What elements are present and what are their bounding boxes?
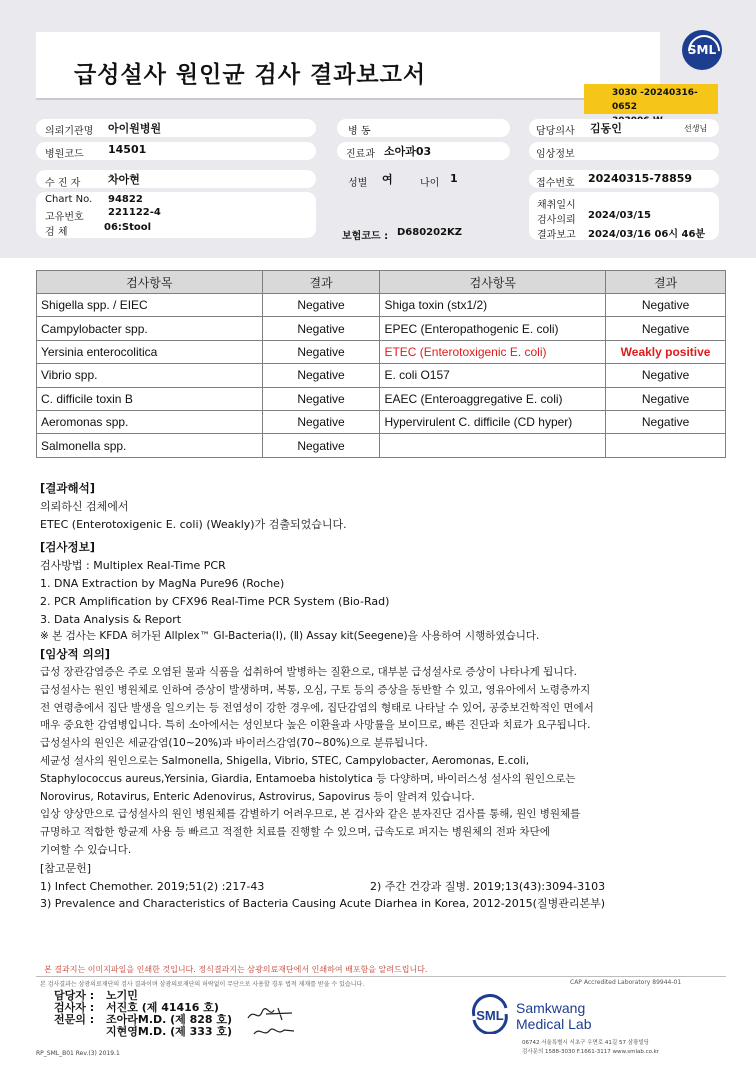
interpretation-heading: [결과해석] [40,481,95,495]
signature-role: 검사자 : [54,1001,95,1014]
handwritten-signature [244,1004,298,1040]
document-title: 급성설사 원인균 검사 결과보고서 [74,62,427,88]
signature-role: 담당자 : [54,989,95,1002]
test-result: Negative [262,410,380,433]
requested-label: 검사의뢰 [537,215,576,226]
col-header-result-1: 결과 [262,271,380,294]
test-item-positive: ETEC (Enterotoxigenic E. coli) [380,340,606,363]
dept-label: 진료과 [346,149,375,160]
age-value: 1 [450,172,458,185]
clinical-line: Staphylococcus aureus,Yersinia, Giardia, Entamoeba histolytica 등 다양하며, 바이러스성 설사의 원인으로는 [40,772,576,785]
clinical-line: 규명하고 적합한 항균제 사용 등 빠르고 적절한 치료를 진행할 수 있으며, 급속도로 퍼지는 병원체의 전파 차단에 [40,826,550,839]
clinical-line: 급성 장관감염증은 주로 오염된 물과 식품을 섭취하여 발병하는 질환으로, 대부분 급성설사로 증상이 나타나게 됩니다. [40,665,577,678]
test-item: Shigella spp. / EIEC [37,294,263,317]
age-label: 나이 [420,178,440,189]
ward-label: 병 동 [348,126,371,137]
id-label: 고유번호 [45,212,84,223]
footer-disclaimer: 본 검사결과는 삼광의료재단의 검사 결과이며 삼광의료재단의 허락없이 무단으로 사용할 경우 법적 제재를 받을 수 있습니다. [40,981,365,988]
interpretation-line: 의뢰하신 검체에서 [40,499,129,513]
sml-logo-badge: SML [682,30,722,70]
test-result [606,434,726,457]
reference-3: 3) Prevalence and Characteristics of Bacteria Causing Acute Diarhea in Korea, 2012-2015(질병관리본부) [40,897,606,911]
chart-value: 94822 [108,194,143,205]
test-item [380,434,606,457]
patient-name: 차아현 [108,173,140,186]
doctor-label: 담당의사 [536,126,575,137]
sml-logo-icon [468,994,512,1034]
id-value: 221122-4 [108,207,161,218]
signature-name: 지현영M.D. (제 333 호) [106,1025,233,1038]
col-header-result-2: 결과 [606,271,726,294]
table-row [37,317,726,340]
table-row [37,340,726,363]
table-row [37,364,726,387]
company-contact: 검사문의 1588-3030 F.1661-3117 www.smlab.co.kr [522,1049,660,1055]
references-row [40,878,730,896]
signature-row [54,1026,232,1038]
test-item: EPEC (Enteropathogenic E. coli) [380,317,606,340]
test-item: C. difficile toxin B [37,387,263,410]
chart-label: Chart No. [45,194,93,205]
clinical-line: 세균성 설사의 원인으로는 Salmonella, Shigella, Vibrio, STEC, Campylobacter, Aeromonas, E.coli, [40,754,530,767]
test-item: Yersinia enterocolitica [37,340,263,363]
test-info-line: 1. DNA Extraction by MagNa Pure96 (Roche) [40,576,285,590]
reference-2: 2) 주간 건강과 질병. 2019;13(43):3094-3103 [370,879,606,893]
company-name [516,1000,592,1032]
col-header-item-1: 검사항목 [37,271,263,294]
clinical-line: 전 연령층에서 집단 발생을 일으키는 등 전염성이 강한 경우에, 집단감염의 형태로 나타날 수 있어, 공중보건학적인 면에서 [40,701,594,714]
reception-value: 20240315-78859 [588,172,693,185]
dept-value: 소아과03 [384,145,432,158]
table-row [37,434,726,457]
table-row [37,410,726,433]
table-row [37,387,726,410]
institution-label: 의뢰기관명 [45,126,94,137]
test-item: Shiga toxin (stx1/2) [380,294,606,317]
interpretation-line: ETEC (Enterotoxigenic E. coli) (Weakly)가 검출되었습니다. [40,517,347,531]
barcode-tag [584,84,718,114]
clinical-heading: [임상적 의의] [40,647,111,662]
footer-rule [36,976,726,977]
references-heading: [참고문헌] [40,861,92,875]
sml-logo-text: SML [476,1008,504,1023]
test-result: Negative [262,294,380,317]
company-name-line-2: Medical Lab [516,1016,592,1032]
test-item: Vibrio spp. [37,364,263,387]
cap-accreditation: CAP Accredited Laboratory 89944-01 [570,979,682,986]
test-info-line: 검사방법 : Multiplex Real-Time PCR [40,559,226,573]
test-result: Negative [606,317,726,340]
test-item: EAEC (Enteroaggregative E. coli) [380,387,606,410]
clinical-info-label: 임상정보 [536,149,575,160]
reported-value: 2024/03/16 06시 46분 [588,229,706,240]
barcode-line-1: 3030 -20240316-0652 [612,88,698,112]
test-item: Aeromonas spp. [37,410,263,433]
test-item: Campylobacter spp. [37,317,263,340]
sex-label: 성별 [348,178,368,189]
company-name-line-1: Samkwang [516,1000,586,1016]
report-text [40,480,730,913]
title-box [36,32,660,98]
footer-note: 본 결과지는 이미지파일을 인쇄한 것입니다. 정식결과지는 삼광의료재단에서 인쇄하여 배포함을 알려드립니다. [44,965,428,974]
signature-role: 전문의 : [54,1013,95,1026]
clinical-line: 급성설사의 원인은 세균감염(10~20%)과 바이러스감염(70~80%)으로 분류됩니다. [40,737,428,750]
results-table [36,270,726,458]
table-header-row [37,271,726,294]
title-rule [36,98,606,100]
signature-name: 서진호 (제 41416 호) [106,1001,219,1014]
insurance-value: D680202KZ [397,227,463,238]
reception-label: 접수번호 [536,178,575,189]
hospital-code-label: 병원코드 [45,149,84,160]
test-result: Negative [262,387,380,410]
signature-name: 조아라M.D. (제 828 호) [106,1013,233,1026]
requested-value: 2024/03/15 [588,210,651,221]
signature-block [54,990,232,1038]
table-row [37,294,726,317]
test-info-line: 3. Data Analysis & Report [40,612,182,626]
clinical-line: Norovirus, Rotavirus, Enteric Adenovirus, Astrovirus, Sapovirus 등이 알려져 있습니다. [40,790,475,803]
doctor-suffix: 선생님 [684,124,708,133]
test-result: Negative [262,434,380,457]
collected-label: 채취일시 [537,200,576,211]
clinical-line: 임상 양상만으로 급성설사의 원인 병원체를 감별하기 어려우므로, 본 검사와 같은 분자진단 검사를 통해, 원인 병원체를 [40,808,581,821]
specimen-value: 06:Stool [104,222,152,233]
institution-value: 아이원병원 [108,122,162,135]
test-item: E. coli O157 [380,364,606,387]
col-header-item-2: 검사항목 [380,271,606,294]
clinical-line: 매우 중요한 감염병입니다. 특히 소아에서는 성인보다 높은 이환율과 사망률을 보이므로, 빠른 진단과 치료가 요구됩니다. [40,719,591,732]
test-result-positive: Weakly positive [606,340,726,363]
hospital-code-value: 14501 [108,143,147,156]
test-result: Negative [606,364,726,387]
doctor-value: 김동인 [590,122,622,135]
test-info-heading: [검사정보] [40,540,95,555]
test-item: Salmonella spp. [37,434,263,457]
signature-role [54,1026,106,1038]
insurance-label: 보험코드 : [342,231,389,242]
test-result: Negative [606,387,726,410]
specimen-label: 검 체 [45,227,68,238]
reported-label: 결과보고 [537,230,576,241]
reference-1: 1) Infect Chemother. 2019;51(2) :217-43 [40,879,265,893]
sex-value: 여 [382,173,393,186]
clinical-line: 기여할 수 있습니다. [40,843,132,856]
test-item: Hypervirulent C. difficile (CD hyper) [380,410,606,433]
form-code: RP_SML_B01 Rev.(3) 2019.1 [36,1050,120,1057]
test-result: Negative [262,317,380,340]
signature-name: 노기민 [106,989,138,1002]
test-result: Negative [262,340,380,363]
test-result: Negative [606,294,726,317]
test-result: Negative [606,410,726,433]
clinical-line: 급성설사는 원인 병원체로 인하여 증상이 발생하며, 복통, 오심, 구토 등의 증상을 동반할 수 있고, 영유아에서 노령층까지 [40,683,591,696]
patient-label: 수 진 자 [45,178,81,189]
test-result: Negative [262,364,380,387]
test-info-line: 2. PCR Amplification by CFX96 Real-Time PCR System (Bio-Rad) [40,594,390,608]
test-info-line: ※ 본 검사는 KFDA 허가된 Allplex™ GI-Bacteria(Ⅰ), (Ⅱ) Assay kit(Seegene)을 사용하여 시행하였습니다. [40,630,540,643]
company-address: 06742 서울특별시 서초구 우면로 41길 57 삼광빌딩 [522,1040,649,1046]
